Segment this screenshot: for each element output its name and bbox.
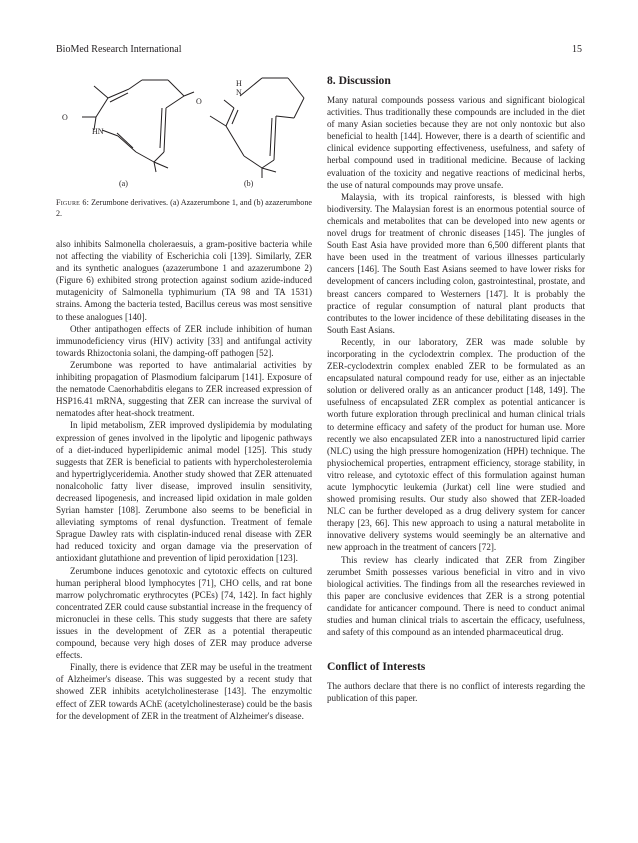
paragraph: In lipid metabolism, ZER improved dyslipidemia by modulating expression of genes involved in the lipolytic and lipogenic pathways of a diet-induced hyperlipidemic animal model [125]. This study suggests that ZER is beneficial to patients with hypercholesterolemia and hypertriglyceridemia. Another study showed that ZER attenuated nonalcoholic fatty liver disease, improved insulin sensitivity, decreased lipogenesis, and increased lipid oxidation in male golden Syrian hamster [108]. Zerumbone also seems to be beneficial in alleviating symptoms of renal dysfunction. Treatment of female Sprague Dawley rats with cisplatin-induced renal disease with ZER had reduced toxicity and organ damage via the preservation of antioxidant glutathione and prevention of lipid peroxidation [123]. [56,420,312,564]
page-number: 15 [572,44,582,55]
paragraph: Malaysia, with its tropical rainforests, is blessed with high biodiversity. The Malaysian forest is an enormous potential source of chemicals and metabolites that can be developed into new agents or novel drugs for treatment of chronic diseases [145]. The jungles of South East Asia have provided more than 6,500 different plants that have been used in the treatment of various illnesses particularly cancers [146]. The South East Asians seemed to have lower risks for development of cancers including colon, gastrointestinal, prostate, and breast cancers compared to Westerners [147]. It is probably the practice of regular consumption of natural plant products that contributes to the lower incidence of these debilitating diseases in the South East Asians. [327,191,585,335]
paragraph: Finally, there is evidence that ZER may be useful in the treatment of Alzheimer's disease. This was suggested by a recent study that showed ZER inhibits acetylcholinesterase [143]. The enzymoltic effect of ZER towards AChE (acetylcholinesterase) could be the basis for the development of ZER in the treatment of Alzheimer's disease. [56,662,312,721]
oxygen-label-a: O [62,113,68,122]
right-column [327,74,585,704]
h-label-b: H [236,79,242,88]
azazerumbone-2-structure [210,78,304,178]
figure-caption-text: Zerumbone derivatives. (a) Azazerumbone 1, and (b) azazerumbone 2. [56,198,312,218]
figure-caption [56,197,312,219]
n-label-b: N [236,88,242,97]
figure-label: Figure 6: [56,198,90,207]
conflict-of-interests-heading: Conflict of Interests [327,660,426,674]
panel-label-b: (b) [244,179,254,188]
figure-6-structures [56,60,312,192]
panel-label-a: (a) [119,179,128,188]
paragraph: Zerumbone was reported to have antimalarial activities by inhibiting propagation of Plasmodium falciparum [141]. Exposure of the nematode Caenorhabditis elegans to ZER increased expression of HSP16.41 mRNA, suggesting that ZER can increase the survival of nematodes after heat-shock treatment. [56,359,312,419]
paragraph: Zerumbone induces genotoxic and cytotoxic effects on cultured human peripheral blood lymphocytes [71], CHO cells, and rat bone marrow polychromatic erythrocytes (PCEs) [74, 142]. In fact highly concentrated ZER could cause substantial increase in the frequency of micronuclei in these cells. This study suggests that there are safety issues in the development of ZER as a potential therapeutic compound, because very high doses of ZER may produce adverse effects. [56,565,312,661]
azazerumbone-1-structure [82,80,194,172]
oxygen-label-b: O [196,97,202,106]
paragraph: The authors declare that there is no conflict of interests regarding the publication of this paper. [327,681,585,704]
journal-header: BioMed Research International [56,44,182,55]
paragraph: Many natural compounds possess various and significant biological activities. Thus traditionally these compounds are included in the diet of many Asian societies because they are not only nontoxic but also beneficial to health [144]. However, there is a dearth of scientific and clinical evidence supporting effectiveness, usefulness, and safety of herbal compound used in traditional medicine. Because of lacking evaluation of the toxicity and negative reactions of medicinal herbs, the use of natural compounds may prove unsafe. [327,95,585,190]
paragraph: Other antipathogen effects of ZER include inhibition of human immunodeficiency virus (HIV) activity [33] and antifungal activity towards Rhizoctonia solani, the damping-off pathogen [52]. [56,323,312,358]
left-column [56,238,312,722]
nh-label-a: HN [92,127,104,136]
paragraph: also inhibits Salmonella choleraesuis, a gram-positive bacteria while not affecting the viability of Escherichia coli [139]. Similarly, ZER and its synthetic analogues (azazerumbone 1 and azazerumbone 2) (Figure 6) exhibited strong protection against sodium azide-induced mutagenicity of Salmonella typhimurium (TA 98 and TA 1531) strains. Among the bacteria tested, Bacillus cereus was most sensitive to these analogues [140]. [56,239,312,322]
paragraph: Recently, in our laboratory, ZER was made soluble by incorporating in the cyclodextrin complex. The production of the ZER-cyclodextrin complex enabled ZER to be formulated as an encapsulated natural compound ready for use, either as an injectable solution or delivered orally as an anticancer product [148, 149]. The usefulness of encapsulated ZER complex as potential anticancer is worth future exploration through preclinical and human clinical trials to determine efficacy and safety of the product for human use. More recently we also encapsulated ZER into a nanostructured lipid carrier (NLC) using the high pressure homogenization (HPH) technique. The physiochemical properties, entrapment efficiency, storage stability, in vitro release, and cytotoxic effect of this formulation against human acute lymphocytic leukemia (Jurkat) cell line were studied and showed promising results. Our study also showed that ZER-loaded NLC can be further developed as a drug delivery system for cancer therapy [23, 66]. This new approach to using a natural metabolite in innovative delivery systems would seemingly be an alternative and new approach in the treatment of cancers [72]. [327,336,585,553]
discussion-heading: 8. Discussion [327,74,391,87]
paragraph: This review has clearly indicated that ZER from Zingiber zerumbet Smith possesses various beneficial in vitro and in vivo biological activities. The findings from all the researches reviewed in this paper are conclusive evidences that ZER is a strong potential candidate for anticancer compound. There is need to conduct animal studies and human clinical trials to ascertain the efficacy, usefulness, and safety of this compound as an intended pharmaceutical drug. [327,554,585,638]
